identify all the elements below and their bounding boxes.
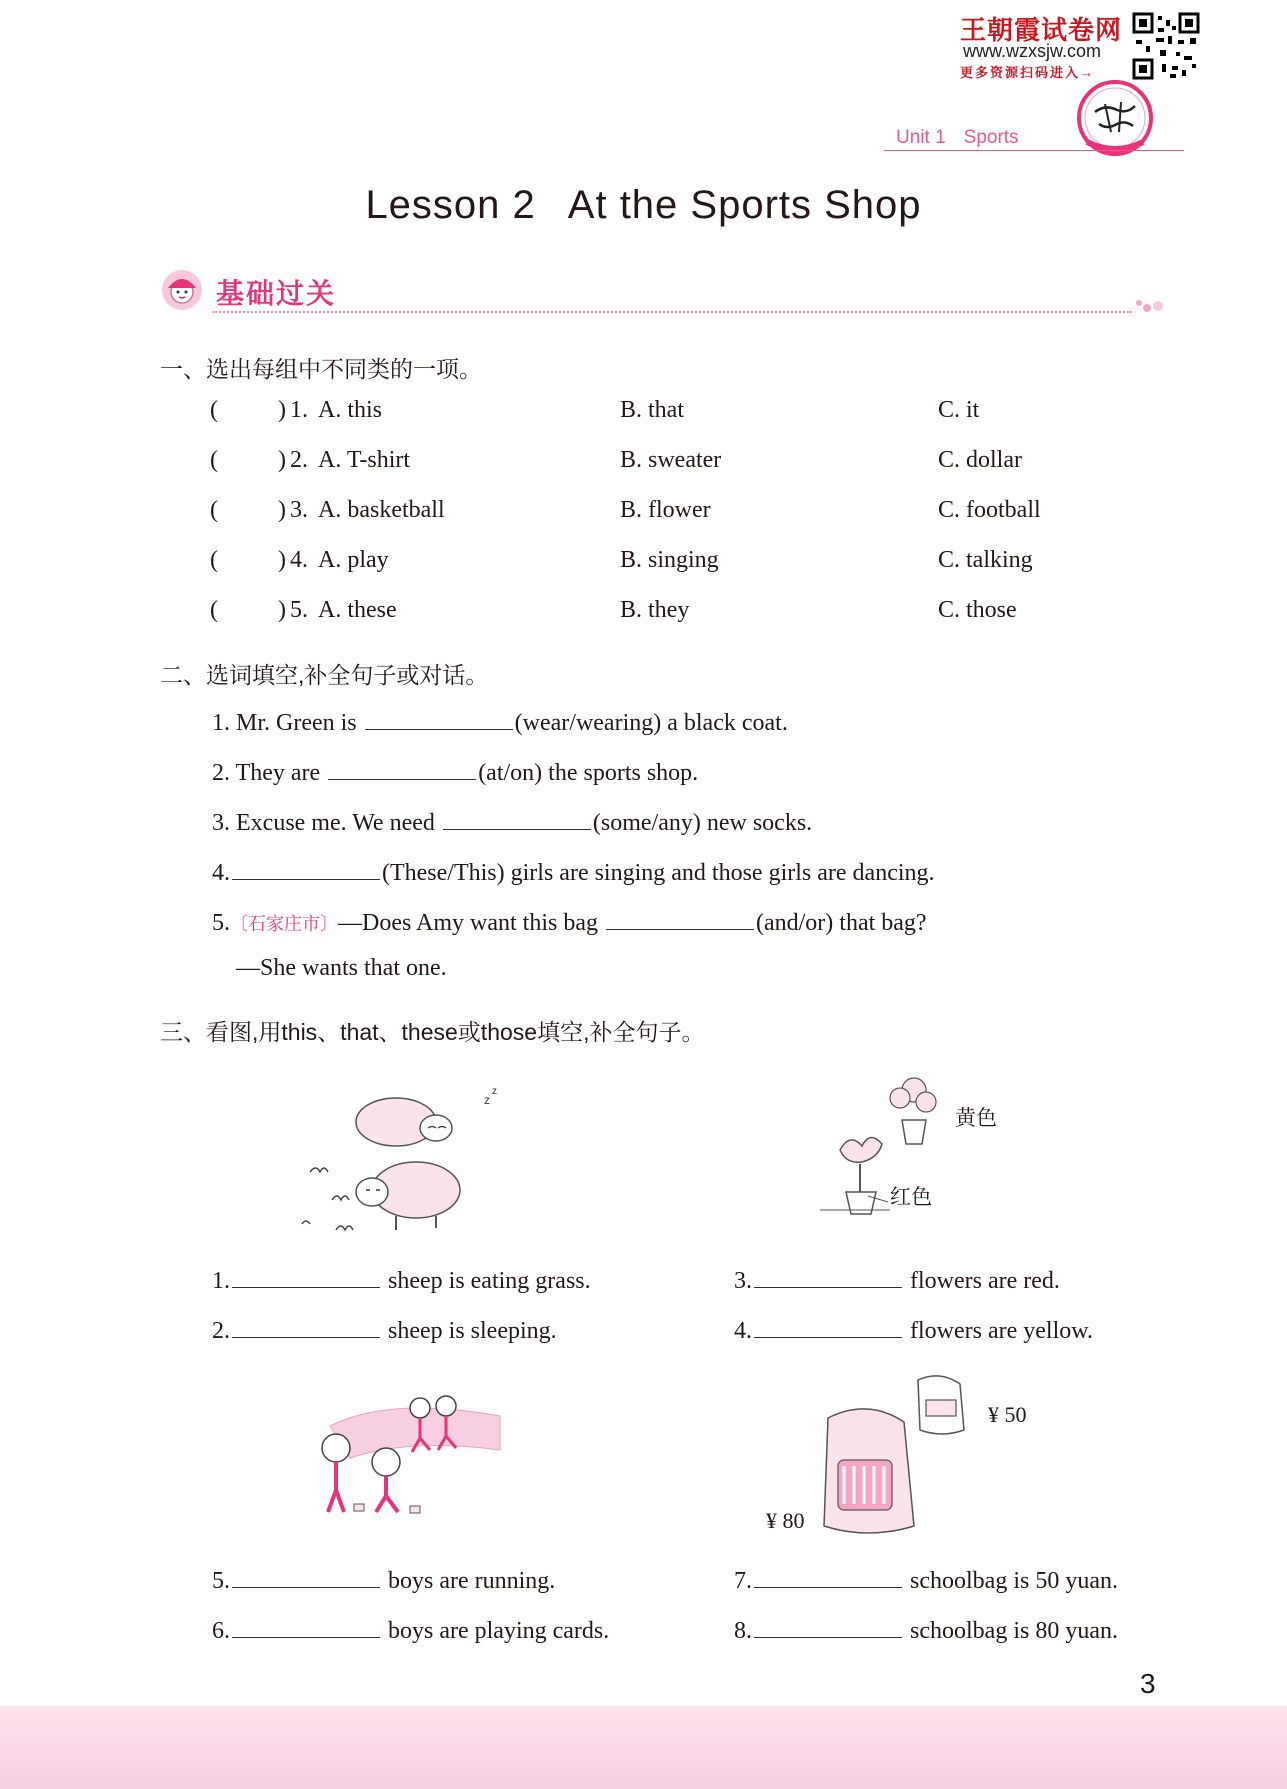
sentence-end: (These/This) girls are singing and those girls are dancing.: [382, 860, 935, 886]
brand-name: 王朝霞试卷网: [960, 15, 1123, 45]
yellow-flower-pot-icon: [890, 1078, 936, 1144]
svg-text:z: z: [492, 1086, 497, 1097]
option-a: A. T-shirt: [318, 447, 411, 473]
sentence-start: 4.: [212, 860, 230, 886]
answer-blank[interactable]: [754, 1313, 902, 1338]
answer-paren-close: ): [278, 597, 286, 623]
sentence-text: boys are running.: [388, 1568, 556, 1594]
option-a: A. basketball: [318, 497, 445, 523]
list-item: [212, 1613, 609, 1645]
sentence-end: (at/on) the sports shop.: [478, 760, 699, 786]
answer-paren-open: (: [210, 397, 218, 423]
grazing-sheep-icon: [356, 1162, 460, 1230]
list-item: [212, 1263, 591, 1295]
answer-blank[interactable]: [443, 805, 591, 830]
item-number: 6.: [212, 1618, 230, 1644]
option-c: C. those: [938, 597, 1017, 623]
unit-number: Unit 1: [896, 127, 946, 148]
list-item: [212, 755, 698, 787]
red-label: 红色: [890, 1185, 932, 1209]
answer-paren-open: (: [210, 497, 218, 523]
option-b: B. flower: [620, 497, 711, 523]
section-divider: [212, 311, 1132, 313]
answer-paren-close: ): [278, 447, 286, 473]
option-b: B. sweater: [620, 447, 722, 473]
answer-paren-open: (: [210, 547, 218, 573]
sentence-text: boys are playing cards.: [388, 1618, 610, 1644]
item-number: 8.: [734, 1618, 752, 1644]
list-item: [734, 1563, 1118, 1595]
source-tag: 〔石家庄市〕: [230, 914, 338, 934]
item-number: 3.: [290, 497, 308, 523]
answer-blank[interactable]: [232, 1613, 380, 1638]
item-number: 4.: [734, 1318, 752, 1344]
small-schoolbag-icon: [918, 1376, 964, 1434]
section-title: 基础过关: [216, 278, 337, 309]
part1-heading: 一、选出每组中不同类的一项。: [160, 356, 482, 382]
answer-paren-close: ): [278, 547, 286, 573]
girl-avatar-icon: [160, 268, 204, 312]
option-c: C. football: [938, 497, 1041, 523]
answer-blank[interactable]: [606, 905, 754, 930]
item-number: 2.: [290, 447, 308, 473]
qr-code-icon[interactable]: [1132, 12, 1200, 80]
option-c: C. dollar: [938, 447, 1022, 473]
sentence-middle: —Does Amy want this bag: [338, 910, 598, 936]
answer-blank[interactable]: [232, 855, 380, 880]
answer-blank[interactable]: [328, 755, 476, 780]
list-item: [212, 905, 927, 937]
sentence-text: sheep is eating grass.: [388, 1268, 591, 1294]
decorative-dots-icon: [1134, 298, 1164, 314]
option-c: C. talking: [938, 547, 1033, 573]
item-number: 5.: [290, 597, 308, 623]
option-a: A. play: [318, 547, 389, 573]
answer-blank[interactable]: [232, 1263, 380, 1288]
boys-picture: [300, 1386, 510, 1526]
sentence-end: (some/any) new socks.: [592, 810, 813, 836]
price-80-label: ¥ 80: [766, 1508, 805, 1533]
flower-picture: [810, 1068, 1010, 1248]
grass-icon: [302, 1168, 353, 1230]
sentence-end: (wear/wearing) a black coat.: [514, 710, 788, 736]
list-item: [212, 855, 935, 887]
option-a: A. this: [318, 397, 383, 423]
brand-url[interactable]: www.wzxsjw.com: [963, 41, 1102, 61]
list-item: [212, 1313, 557, 1345]
list-item: [212, 705, 788, 737]
price-50-label: ¥ 50: [988, 1402, 1027, 1427]
answer-paren-close: ): [278, 397, 286, 423]
sentence-start: 2. They are: [212, 760, 321, 786]
sentence-text: flowers are yellow.: [910, 1318, 1094, 1344]
sentence-text: sheep is sleeping.: [388, 1318, 557, 1344]
schoolbag-picture: [808, 1370, 1008, 1540]
page-title: [0, 183, 1287, 228]
item-number: 3.: [734, 1268, 752, 1294]
unit-topic: Sports: [963, 127, 1019, 148]
item-number: 4.: [290, 547, 308, 573]
part3-heading: 三、看图,用this、that、these或those填空,补全句子。: [160, 1019, 705, 1045]
item-number: 7.: [734, 1568, 752, 1594]
sentence-text: schoolbag is 80 yuan.: [910, 1618, 1118, 1644]
svg-text:z: z: [484, 1093, 490, 1107]
sentence-text: flowers are red.: [910, 1268, 1060, 1294]
option-c: C. it: [938, 397, 980, 423]
footer-band: [0, 1706, 1287, 1789]
answer-blank[interactable]: [754, 1563, 902, 1588]
item-number: 2.: [212, 1318, 230, 1344]
sentence-start: 1. Mr. Green is: [212, 710, 357, 736]
item-number: 5.: [212, 1568, 230, 1594]
answer-blank[interactable]: [232, 1563, 380, 1588]
part2-heading: 二、选词填空,补全句子或对话。: [160, 662, 489, 688]
answer-blank[interactable]: [754, 1613, 902, 1638]
answer-blank[interactable]: [232, 1313, 380, 1338]
answer-paren-open: (: [210, 597, 218, 623]
answer-blank[interactable]: [754, 1263, 902, 1288]
list-item: [734, 1613, 1118, 1645]
answer-blank[interactable]: [365, 705, 513, 730]
sleeping-sheep-icon: [356, 1086, 497, 1146]
option-a: A. these: [318, 597, 397, 623]
sentence-start: 3. Excuse me. We need: [212, 810, 435, 836]
unit-label: [896, 127, 1037, 149]
answer-paren-open: (: [210, 447, 218, 473]
answer-paren-close: ): [278, 497, 286, 523]
sheep-picture: [296, 1080, 516, 1240]
sentence-text: schoolbag is 50 yuan.: [910, 1568, 1118, 1594]
large-schoolbag-icon: [824, 1409, 914, 1533]
sentence-end: (and/or) that bag?: [755, 910, 927, 936]
yellow-label: 黄色: [955, 1106, 997, 1130]
option-b: B. singing: [620, 547, 719, 573]
page-number: 3: [1140, 1668, 1156, 1699]
item-number: 1.: [290, 397, 308, 423]
unit-underline: [884, 150, 1184, 151]
brand-seal-logo: [1075, 78, 1155, 158]
red-flower-pot-icon: [820, 1137, 890, 1214]
list-item: [212, 1563, 555, 1595]
dialogue-reply: —She wants that one.: [236, 955, 447, 981]
lesson-name: At the Sports Shop: [567, 183, 922, 227]
option-b: B. they: [620, 597, 690, 623]
lesson-number: Lesson 2: [365, 183, 536, 227]
item-number: 1.: [212, 1268, 230, 1294]
sentence-start: 5.: [212, 910, 230, 936]
list-item: [734, 1313, 1093, 1345]
option-b: B. that: [620, 397, 684, 423]
list-item: [734, 1263, 1060, 1295]
brand-scan-text: 更多资源扫码进入→: [960, 65, 1096, 80]
list-item: [212, 805, 812, 837]
